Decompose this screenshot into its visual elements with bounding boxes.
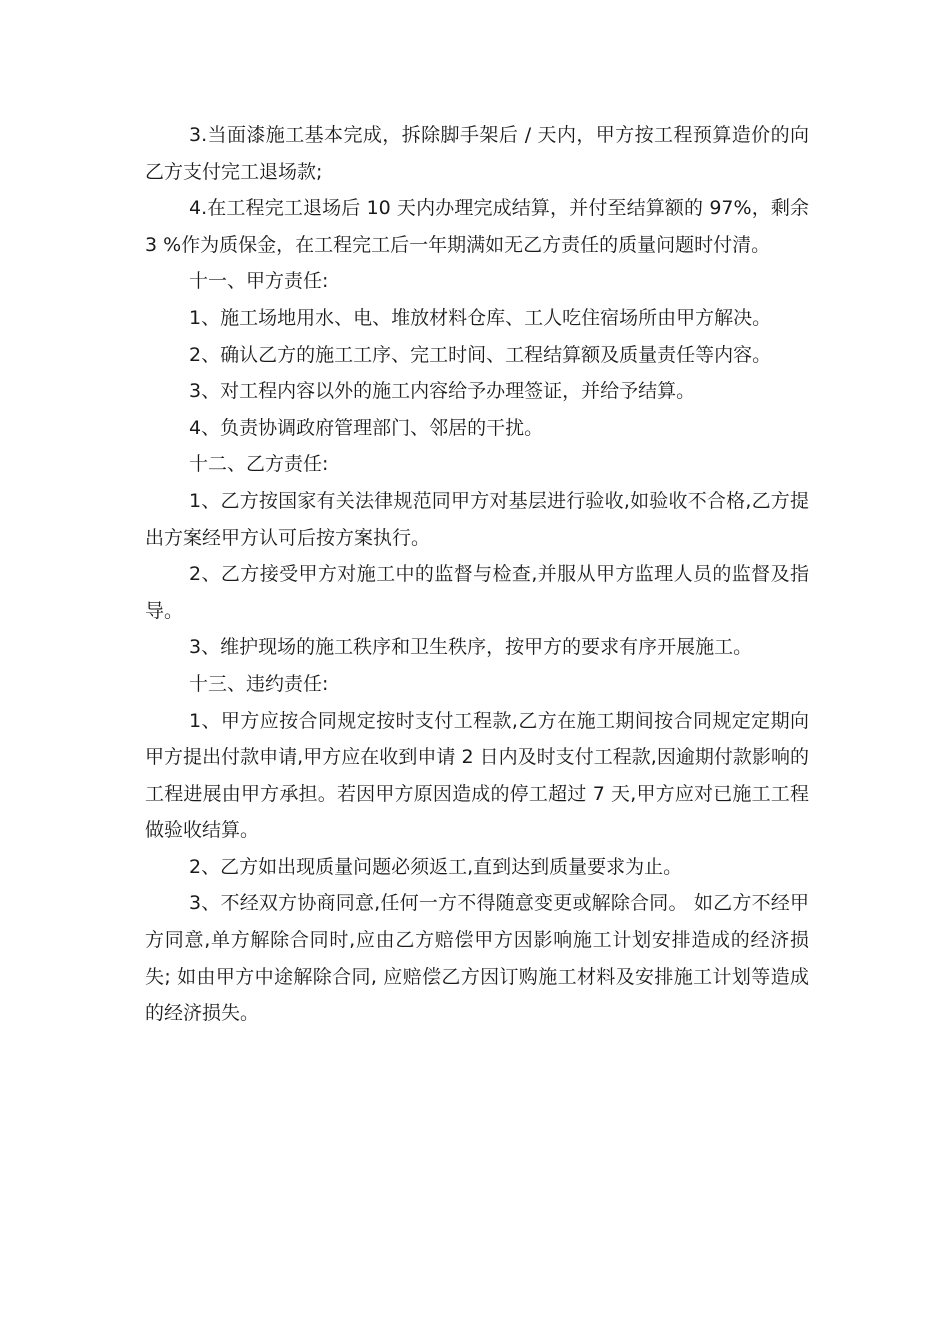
party-a-duty-4: 4、负责协调政府管理部门、邻居的干扰。 (189, 416, 544, 439)
breach-clause-2: 2、乙方如出现质量问题必须返工,直到达到质量要求为止。 (189, 855, 683, 878)
section-heading-breach-liability: 十三、违约责任: (189, 672, 329, 695)
section-heading-party-b-duties: 十二、乙方责任: (189, 453, 329, 476)
clause-3-final-payment: 3.当面漆施工基本完成，拆除脚手架后 / 天内，甲方按工程预算造价的向乙方支付完工退场款; (145, 124, 809, 183)
breach-clause-1: 1、甲方应按合同规定按时支付工程款,乙方在施工期间按合同规定定期向甲方提出付款申请,甲方应在收到申请 2 日内及时支付工程款,因逾期付款影响的工程进展由甲方承担。若因甲方原因造成的停工超过 7 天,甲方应对已施工工程做验收结算。 (145, 709, 809, 842)
section-heading-party-a-duties: 十一、甲方责任: (189, 270, 329, 293)
party-a-duty-3: 3、对工程内容以外的施工内容给予办理签证，并给予结算。 (189, 380, 696, 403)
party-b-duty-1: 1、乙方按国家有关法律规范同甲方对基层进行验收,如验收不合格,乙方提出方案经甲方认可后按方案执行。 (145, 489, 809, 549)
clause-4-settlement: 4.在工程完工退场后 10 天内办理完成结算，并付至结算额的 97%，剩余 3 %作为质保金，在工程完工后一年期满如无乙方责任的质量问题时付清。 (145, 197, 809, 256)
party-b-duty-2: 2、乙方接受甲方对施工中的监督与检查,并服从甲方监理人员的监督及指导。 (145, 563, 809, 622)
document-page (145, 117, 809, 1032)
party-a-duty-2: 2、确认乙方的施工工序、完工时间、工程结算额及质量责任等内容。 (189, 343, 772, 366)
party-b-duty-3: 3、维护现场的施工秩序和卫生秩序，按甲方的要求有序开展施工。 (189, 636, 753, 659)
breach-clause-3: 3、不经双方协商同意,任何一方不得随意变更或解除合同。 如乙方不经甲方同意,单方解除合同时,应由乙方赔偿甲方因影响施工计划安排造成的经济损失; 如由甲方中途解除合同, 应赔偿乙方因订购施工材料及安排施工计划等造成的经济损失。 (145, 892, 809, 1025)
party-a-duty-1: 1、施工场地用水、电、堆放材料仓库、工人吃住宿场所由甲方解决。 (189, 306, 772, 329)
